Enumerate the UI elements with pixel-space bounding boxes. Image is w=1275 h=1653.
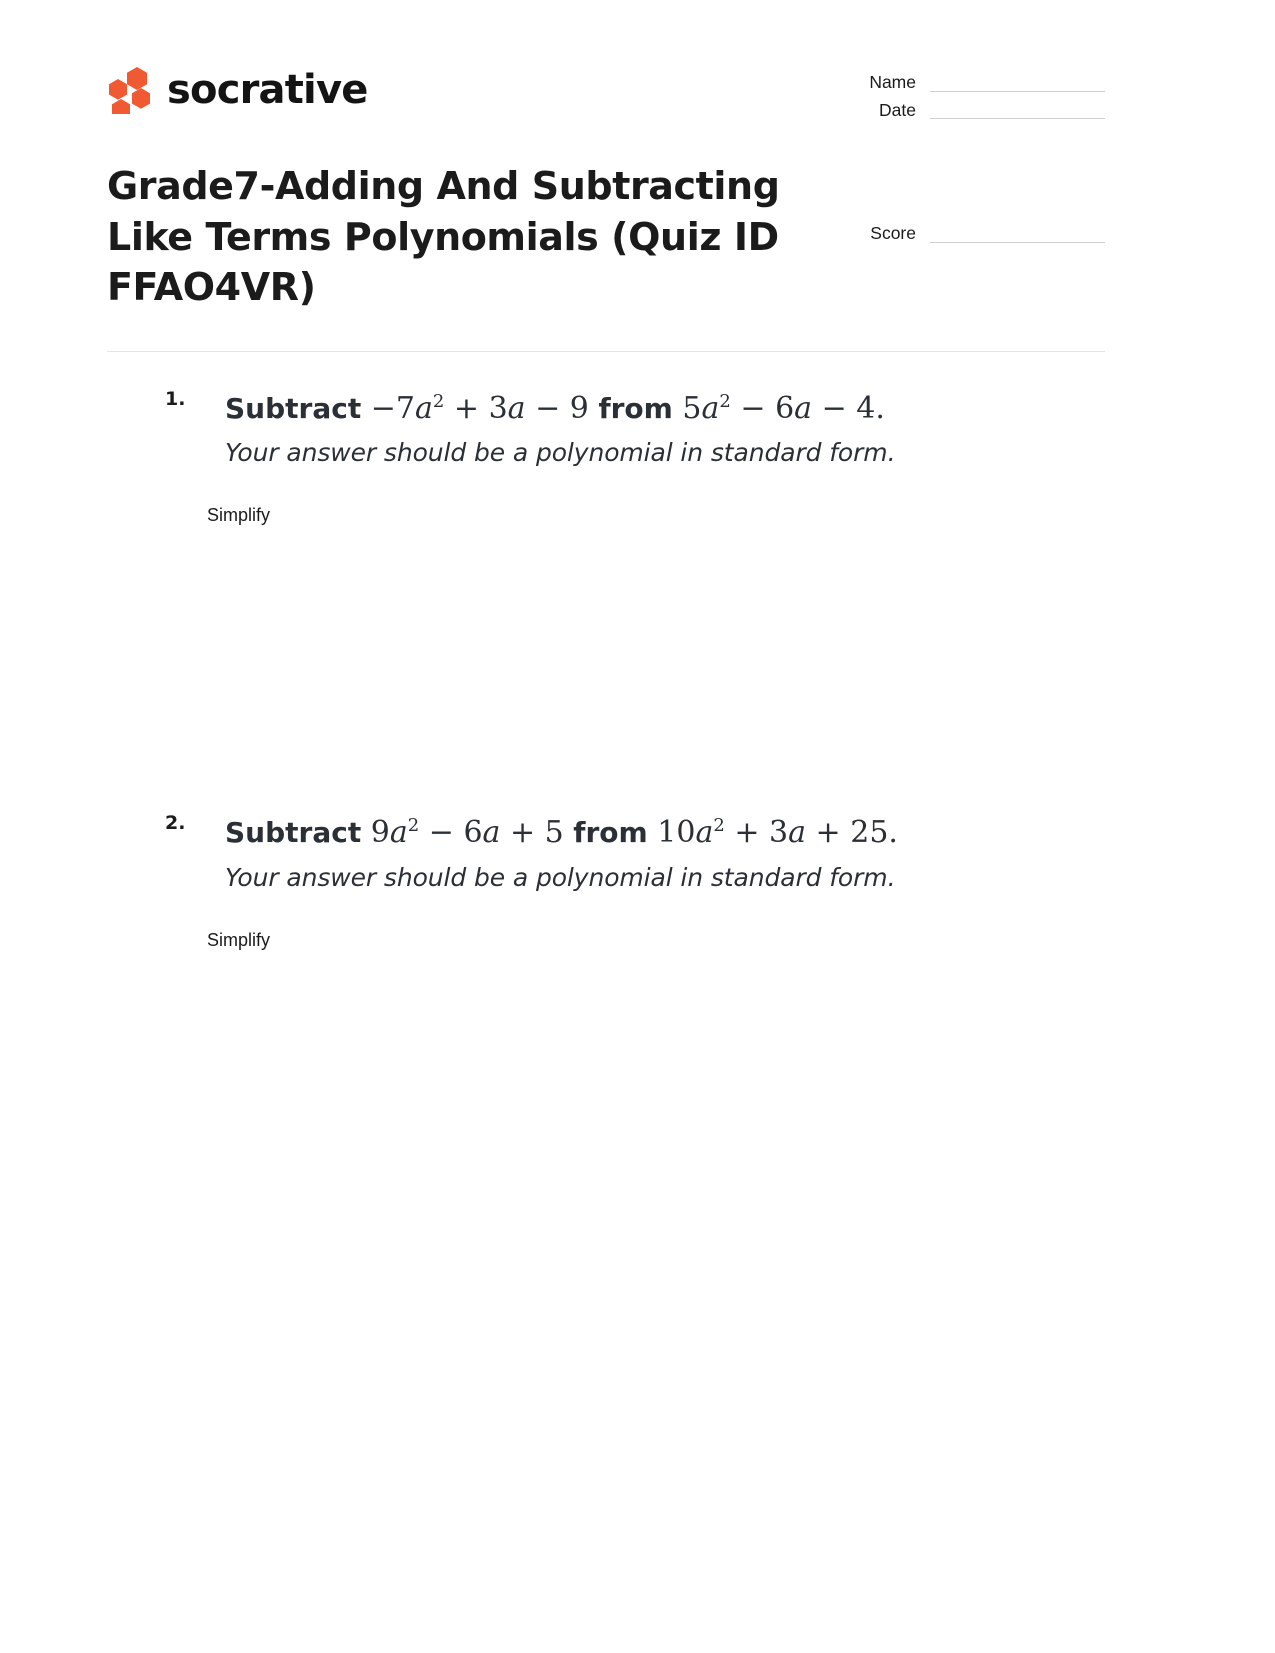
expr-b-term3: 25.: [850, 815, 898, 851]
score-write-line[interactable]: [930, 228, 1105, 243]
expr-b-op1: −: [740, 390, 766, 426]
expr-b-term1-exponent: 2: [713, 815, 725, 837]
question-number: 1.: [165, 387, 186, 410]
socrative-hexagon-logo-icon: [107, 66, 153, 114]
date-write-line[interactable]: [930, 104, 1105, 119]
expr-a-term2-coef: 3: [488, 390, 508, 426]
question-note: Your answer should be a polynomial in standard form.: [225, 438, 896, 468]
question-prompt: [225, 812, 1105, 855]
question-prompt: [225, 388, 1105, 431]
expr-a-term2-var: a: [507, 390, 526, 426]
question-note: Your answer should be a polynomial in standard form.: [225, 862, 896, 892]
expr-b-term2-var: a: [788, 815, 806, 851]
prompt-connector-word: from: [573, 816, 648, 850]
question-instruction: Simplify: [207, 505, 271, 526]
expr-a-term3: 9: [569, 390, 589, 426]
name-write-line[interactable]: [930, 77, 1105, 92]
expr-b-term2-coef: 6: [775, 390, 795, 426]
expr-b-op2: −: [821, 390, 847, 426]
prompt-lead-word: Subtract: [225, 816, 362, 850]
expr-b-term1-coef: 10: [657, 815, 696, 851]
question-body: [107, 812, 1105, 1201]
name-label: Name: [869, 72, 916, 92]
score-label: Score: [870, 223, 916, 243]
expr-a-term2-var: a: [482, 815, 501, 851]
expr-b-op1: +: [734, 815, 760, 851]
brand-wordmark: socrative: [167, 67, 368, 113]
question-item: [107, 812, 1105, 1201]
expr-b-term1-var: a: [695, 815, 714, 851]
question-instruction: Simplify: [207, 929, 271, 950]
expr-a-term2-coef: 6: [463, 815, 483, 851]
expr-a-term1-var: a: [389, 815, 408, 851]
date-label: Date: [879, 99, 916, 120]
score-field-row: [870, 225, 1105, 243]
answer-work-space[interactable]: [225, 526, 1105, 776]
expr-b-term3: 4.: [856, 390, 885, 426]
expr-a-term1-exponent: 2: [432, 390, 445, 412]
question-item: [107, 388, 1105, 777]
expr-a-term1-coef: 7: [395, 390, 415, 426]
questions-list: [0, 388, 1275, 1201]
expr-a-op2: +: [509, 815, 536, 851]
expr-b-term1-var: a: [701, 390, 720, 426]
question-body: [107, 388, 1105, 777]
expr-b-term2-coef: 3: [769, 815, 789, 851]
student-meta-fields: [869, 74, 1105, 119]
header-divider: [107, 351, 1105, 352]
prompt-connector-word: from: [598, 391, 673, 425]
name-field-row: [869, 74, 1105, 92]
expr-b-term1-exponent: 2: [719, 390, 731, 412]
answer-work-space[interactable]: [225, 951, 1105, 1201]
page-title: Grade7-Adding And Subtracting Like Terms Polynomials (Quiz ID FFAO4VR): [107, 164, 780, 310]
prompt-lead-word: Subtract: [225, 391, 362, 425]
date-field-row: [869, 99, 1105, 120]
title-area: [0, 161, 1275, 313]
question-number: 2.: [165, 812, 186, 835]
expr-a-op1: −: [428, 815, 454, 851]
socrative-brand: [107, 66, 368, 114]
expr-a-op2: −: [535, 390, 561, 426]
expr-b-op2: +: [815, 815, 841, 851]
expr-a-term1-exponent: 2: [407, 815, 420, 837]
expr-a-term1-sign: −: [370, 390, 396, 426]
expr-a-op1: +: [453, 390, 480, 426]
page-header: [0, 0, 1275, 119]
expr-a-term1-var: a: [415, 390, 433, 426]
expr-a-term3: 5: [544, 815, 564, 851]
expr-b-term1-coef: 5: [682, 390, 702, 426]
expr-b-term2-var: a: [794, 390, 813, 426]
expr-a-term1-coef: 9: [370, 815, 390, 851]
